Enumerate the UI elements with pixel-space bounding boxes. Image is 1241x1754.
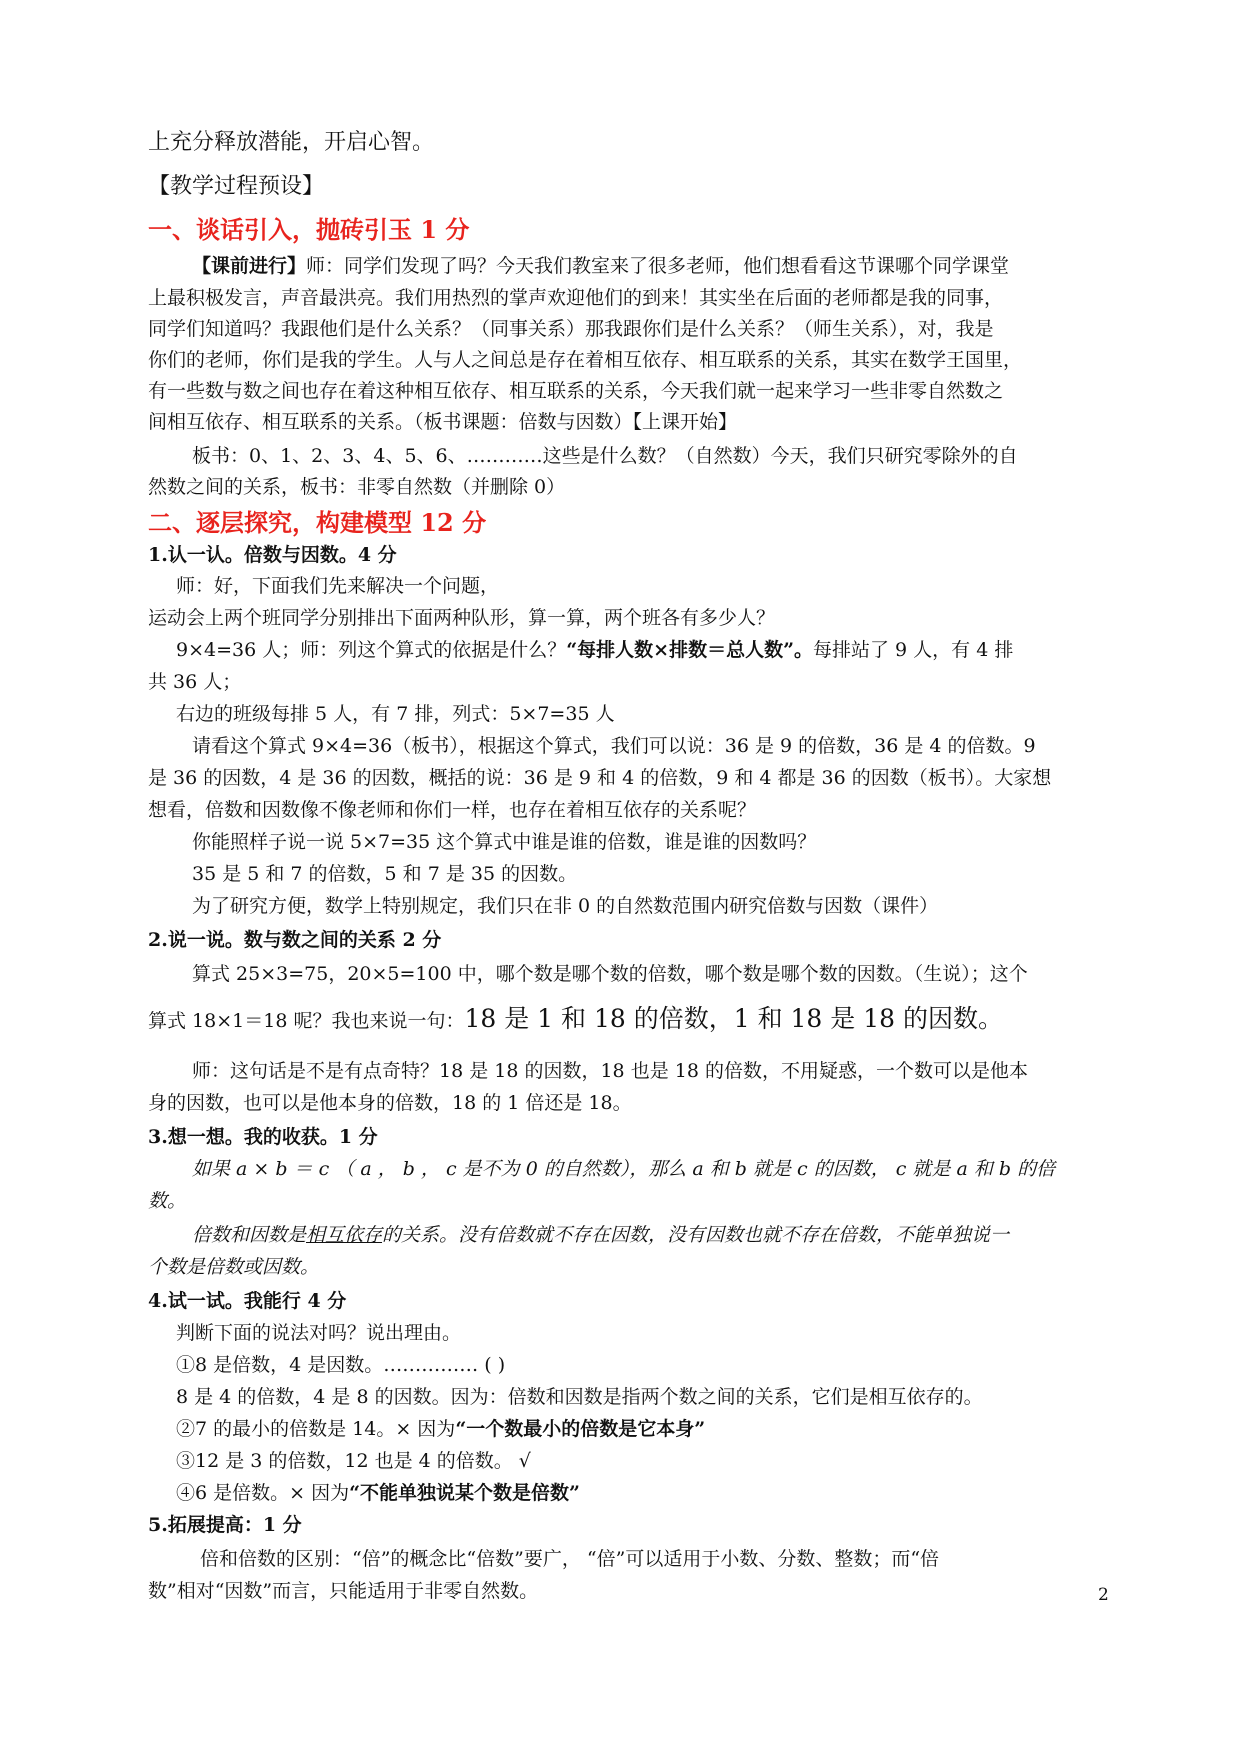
s4-line-5: ③12 是 3 的倍数，12 也是 4 的倍数。 √ — [176, 1450, 531, 1472]
s1-title: 1.认一认。倍数与因数。4 分 — [148, 544, 397, 566]
s1-line-11: 为了研究方便，数学上特别规定，我们只在非 0 的自然数范围内研究倍数与因数（课件） — [192, 895, 939, 917]
board-line-1: 板书：0、1、2、3、4、5、6、…………这些是什么数？（自然数）今天，我们只研究零除外的自 — [192, 445, 1018, 467]
s1-line-7: 是 36 的因数，4 是 36 的因数，概括的说：36 是 9 和 4 的倍数，9 和 4 都是 36 的因数（板书）。大家想 — [148, 767, 1052, 789]
s5-title: 5.拓展提高：1 分 — [148, 1514, 302, 1536]
s4-line-4b: “一个数最小的倍数是它本身” — [455, 1418, 706, 1440]
s4-line-1: 判断下面的说法对吗？说出理由。 — [176, 1322, 462, 1344]
section-label: 【教学过程预设】 — [148, 174, 325, 199]
s3-line-1: 如果 a × b ＝ c （ a ， b ， c 是不为 0 的自然数），那么 a 和 b 就是 c 的因数， c 就是 a 和 b 的倍 — [192, 1158, 1056, 1180]
intro-line-1 — [192, 253, 1118, 279]
s3-line-3c: 的关系。没有倍数就不存在因数，没有因数也就不存在倍数，不能单独说一 — [382, 1224, 1010, 1246]
s2-line-4: 身的因数，也可以是他本身的倍数，18 的 1 倍还是 18。 — [148, 1092, 632, 1114]
s3-line-2: 数。 — [148, 1190, 187, 1212]
s5-line-2: 数”相对“因数”而言，只能适用于非零自然数。 — [148, 1580, 539, 1602]
s4-line-4a: ②7 的最小的倍数是 14。× 因为 — [176, 1418, 456, 1440]
intro-line-2: 上最积极发言，声音最洪亮。我们用热烈的掌声欢迎他们的到来！其实坐在后面的老师都是我的同事， — [148, 287, 1004, 309]
s2-line-2a: 算式 18×1＝18 呢？我也来说一句： — [148, 1010, 465, 1032]
s1-line-8: 想看，倍数和因数像不像老师和你们一样，也存在着相互依存的关系呢？ — [148, 799, 757, 821]
s4-line-6 — [176, 1480, 1118, 1506]
intro-line-3: 同学们知道吗？我跟他们是什么关系？（同事关系）那我跟你们是什么关系？（师生关系），对，我是 — [148, 318, 994, 340]
intro-line-6: 间相互依存、相互联系的关系。（板书课题：倍数与因数）【上课开始】 — [148, 411, 738, 433]
intro-text-1: 师：同学们发现了吗？今天我们教室来了很多老师，他们想看看这节课哪个同学课堂 — [306, 255, 1010, 277]
s1-line-5: 右边的班级每排 5 人，有 7 排，列式：5×7=35 人 — [176, 703, 615, 725]
s4-line-3: 8 是 4 的倍数，4 是 8 的因数。因为：倍数和因数是指两个数之间的关系，它们是相互依存的。 — [176, 1386, 983, 1408]
s5-line-1: 倍和倍数的区别：“倍”的概念比“倍数”要广， “倍”可以适用于小数、分数、整数；而“倍 — [200, 1548, 940, 1570]
s1-line-10: 35 是 5 和 7 的倍数，5 和 7 是 35 的因数。 — [192, 863, 578, 885]
s1-line-3a: 9×4=36 人；师：列这个算式的依据是什么？ — [176, 639, 567, 661]
s4-line-2: ①8 是倍数，4 是因数。…………… ( ) — [176, 1354, 506, 1376]
s1-line-3b: “每排人数×排数＝总人数”。 — [566, 639, 814, 661]
s3-line-4: 个数是倍数或因数。 — [148, 1256, 320, 1278]
s3-underlined-term: 相互依存 — [306, 1224, 383, 1246]
intro-line-5: 有一些数与数之间也存在着这种相互依存、相互联系的关系，今天我们就一起来学习一些非零自然数之 — [148, 380, 1004, 402]
board-line-2: 然数之间的关系，板书：非零自然数（并删除 0） — [148, 476, 566, 498]
s1-line-1: 师：好，下面我们先来解决一个问题， — [176, 575, 500, 597]
heading-2: 二、逐层探究，构建模型 12 分 — [148, 508, 487, 537]
s3-line-3a: 倍数和因数是 — [192, 1224, 307, 1246]
s2-line-1: 算式 25×3=75，20×5=100 中，哪个数是哪个数的倍数，哪个数是哪个数的因数。（生说）；这个 — [192, 963, 1028, 985]
s1-line-4: 共 36 人； — [148, 671, 242, 693]
s1-line-2: 运动会上两个班同学分别排出下面两种队形，算一算，两个班各有多少人？ — [148, 607, 776, 629]
heading-1: 一、谈话引入，抛砖引玉 1 分 — [148, 215, 470, 244]
s1-line-3c: 每排站了 9 人，有 4 排 — [813, 639, 1014, 661]
page-number: 2 — [1098, 1585, 1109, 1605]
s4-line-6a: ④6 是倍数。× 因为 — [176, 1482, 350, 1504]
s4-line-4 — [176, 1416, 1118, 1442]
s4-line-6b: “不能单独说某个数是倍数” — [349, 1482, 580, 1504]
s1-line-6: 请看这个算式 9×4=36（板书），根据这个算式，我们可以说：36 是 9 的倍数，36 是 4 的倍数。9 — [192, 735, 1036, 757]
s4-title: 4.试一试。我能行 4 分 — [148, 1290, 347, 1312]
s2-line-3: 师：这句话是不是有点奇特？18 是 18 的因数，18 也是 18 的倍数，不用疑惑，一个数可以是他本 — [192, 1060, 1028, 1082]
s3-line-3 — [192, 1222, 1118, 1248]
s2-highlight-sentence: 18 是 1 和 18 的倍数，1 和 18 是 18 的因数。 — [464, 1004, 1003, 1033]
s2-title: 2.说一说。数与数之间的关系 2 分 — [148, 929, 442, 951]
intro-line-4: 你们的老师，你们是我的学生。人与人之间总是存在着相互依存、相互联系的关系，其实在数学王国里， — [148, 349, 1023, 371]
s1-line-9: 你能照样子说一说 5×7=35 这个算式中谁是谁的倍数，谁是谁的因数吗？ — [192, 831, 817, 853]
s3-title: 3.想一想。我的收获。1 分 — [148, 1126, 378, 1148]
paragraph-continuation: 上充分释放潜能，开启心智。 — [148, 130, 435, 155]
intro-tag: 【课前进行】 — [192, 255, 307, 277]
s1-line-3 — [176, 637, 1118, 663]
s2-line-2 — [148, 1006, 1118, 1034]
